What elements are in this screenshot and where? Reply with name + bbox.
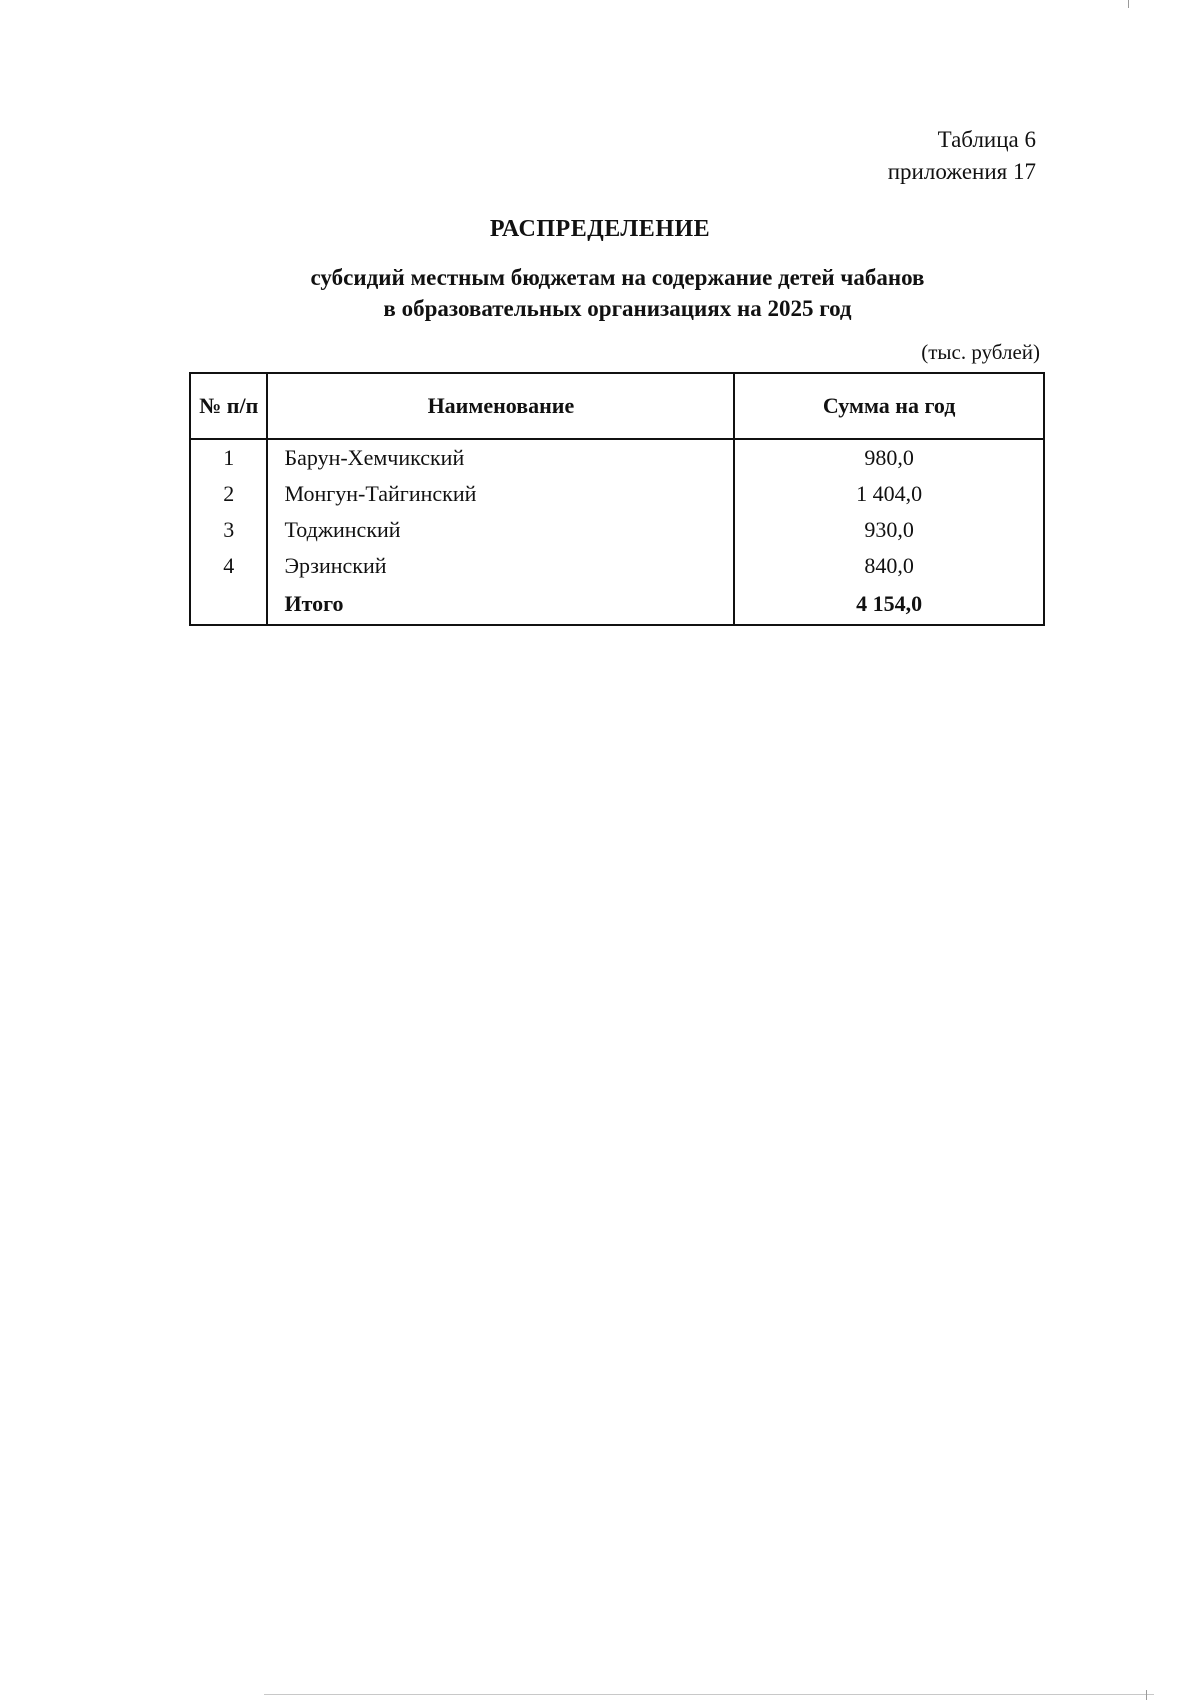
table-row <box>190 548 1044 584</box>
table-row <box>190 512 1044 548</box>
total-label: Итого <box>267 584 734 625</box>
row-amount: 930,0 <box>734 512 1044 548</box>
column-header-amount: Сумма на год <box>734 373 1044 439</box>
row-name: Барун-Хемчикский <box>267 439 734 476</box>
scan-artifact-top-right <box>1128 0 1129 8</box>
table-label: Таблица 6 <box>937 127 1036 152</box>
row-amount: 980,0 <box>734 439 1044 476</box>
row-name: Тоджинский <box>267 512 734 548</box>
row-number: 1 <box>190 439 267 476</box>
scan-artifact-bottom-right <box>1146 1690 1147 1700</box>
row-number: 3 <box>190 512 267 548</box>
subtitle-line-2: в образовательных организациях на 2025 год <box>383 296 852 321</box>
row-number: 2 <box>190 476 267 512</box>
row-name: Эрзинский <box>267 548 734 584</box>
document-title: РАСПРЕДЕЛЕНИЕ <box>489 216 711 242</box>
table-reference <box>888 124 1036 188</box>
row-amount: 1 404,0 <box>734 476 1044 512</box>
document-subtitle <box>0 262 1200 324</box>
table-header-row <box>190 373 1044 439</box>
table-row <box>190 476 1044 512</box>
table-row <box>190 439 1044 476</box>
subtitle-line-1: субсидий местным бюджетам на содержание детей чабанов <box>310 265 925 290</box>
column-header-number: № п/п <box>190 373 267 439</box>
units-label: (тыс. рублей) <box>921 340 1040 364</box>
total-amount: 4 154,0 <box>734 584 1044 625</box>
row-name: Монгун-Тайгинский <box>267 476 734 512</box>
scan-artifact-bottom <box>264 1694 1154 1695</box>
column-header-name: Наименование <box>267 373 734 439</box>
row-amount: 840,0 <box>734 548 1044 584</box>
distribution-table <box>189 372 1045 626</box>
appendix-label: приложения 17 <box>887 159 1036 184</box>
total-number <box>190 584 267 625</box>
table-total-row <box>190 584 1044 625</box>
row-number: 4 <box>190 548 267 584</box>
